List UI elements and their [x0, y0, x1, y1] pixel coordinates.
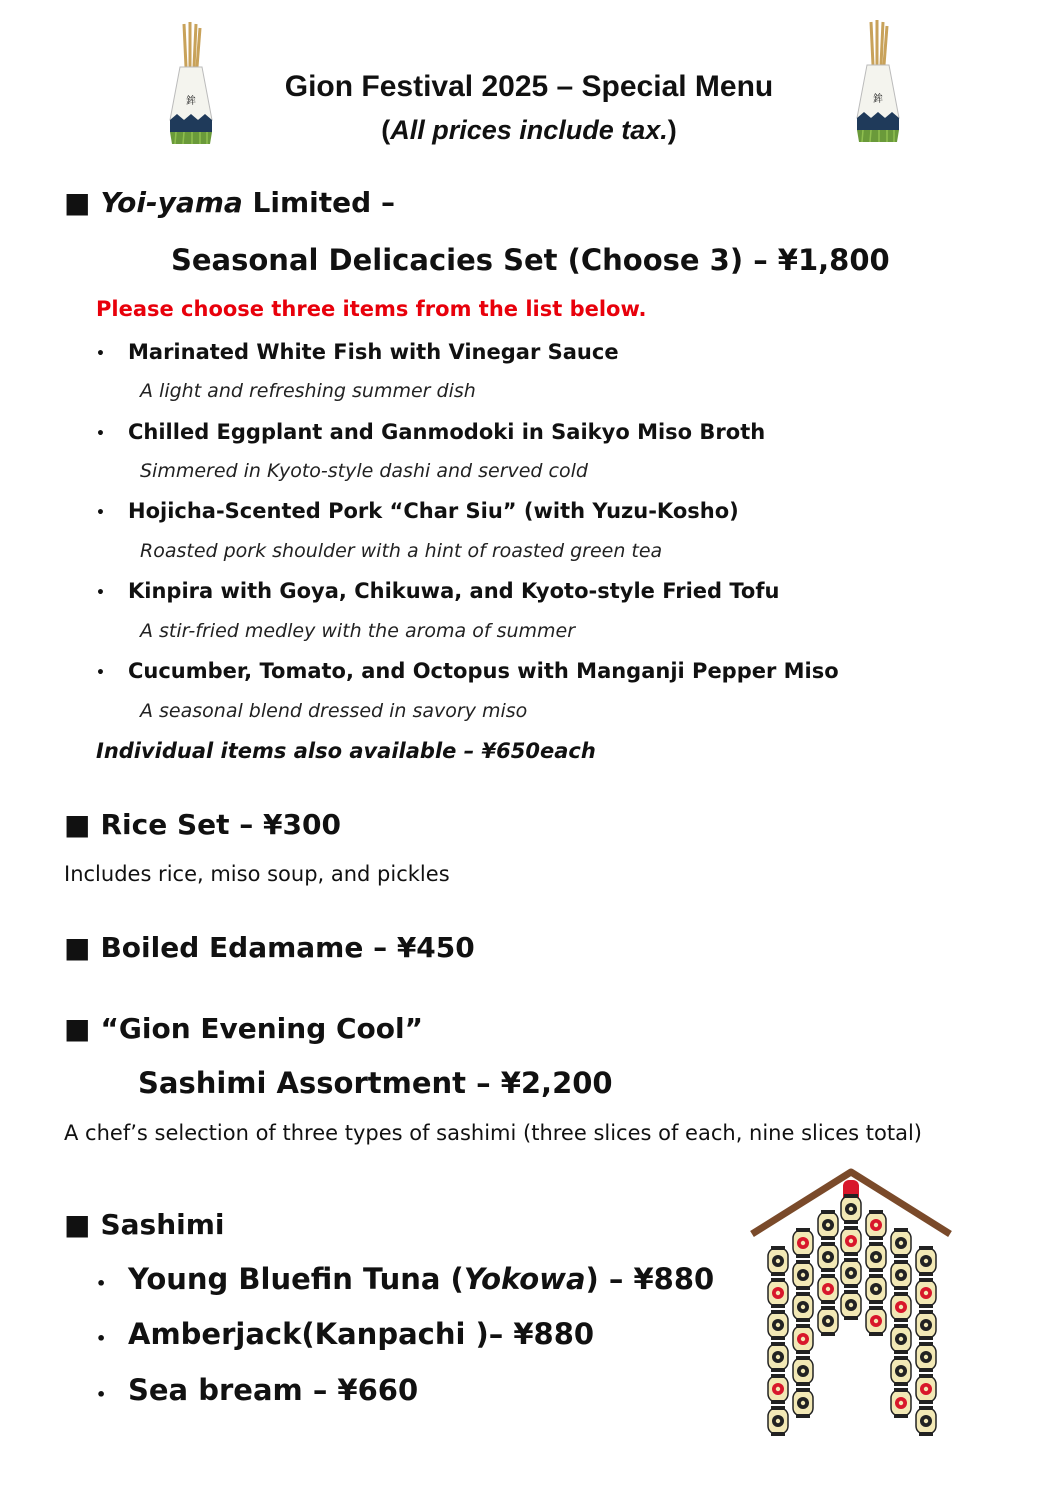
lantern-icon — [818, 1274, 838, 1304]
lantern-icon — [768, 1374, 788, 1404]
lantern-icon — [866, 1274, 886, 1304]
lantern-icon — [818, 1210, 838, 1240]
delicacy-item-name: Marinated White Fish with Vinegar Sauce — [128, 340, 619, 364]
lantern-icon — [793, 1324, 813, 1354]
lantern-icon — [891, 1292, 911, 1322]
section-square-icon: ■ — [64, 808, 91, 841]
lantern-icon — [768, 1278, 788, 1308]
page-subtitle: (All prices include tax.) — [381, 115, 677, 145]
lantern-icon — [818, 1242, 838, 1272]
lantern-icon — [866, 1210, 886, 1240]
choose-instruction: Please choose three items from the list below. — [96, 297, 647, 321]
edamame-heading: ■ Boiled Edamame – ¥450 — [64, 931, 475, 964]
rice-set-desc: Includes rice, miso soup, and pickles — [64, 862, 450, 886]
sashimi-item: Amberjack(Kanpachi )– ¥880 — [128, 1317, 595, 1351]
bullet-icon: • — [96, 346, 105, 362]
lantern-icon — [841, 1258, 861, 1288]
lantern-icon — [916, 1278, 936, 1308]
sashimi-assortment-title: Sashimi Assortment – ¥2,200 — [138, 1066, 613, 1100]
lantern-icon — [768, 1310, 788, 1340]
lantern-icon — [768, 1246, 788, 1276]
bullet-icon: • — [96, 1274, 107, 1293]
lantern-icon — [916, 1342, 936, 1372]
lantern-icon — [916, 1406, 936, 1436]
lantern-icon — [768, 1406, 788, 1436]
sashimi-item: Sea bream – ¥660 — [128, 1373, 419, 1407]
section-square-icon: ■ — [64, 931, 91, 964]
delicacy-item-desc: A stir-fried medley with the aroma of summer — [140, 620, 576, 642]
lantern-icon — [916, 1374, 936, 1404]
bullet-icon: • — [96, 426, 105, 442]
sashimi-item: Young Bluefin Tuna (Yokowa) – ¥880 — [128, 1262, 715, 1296]
bullet-icon: • — [96, 665, 105, 681]
delicacy-item-desc: Roasted pork shoulder with a hint of roasted green tea — [140, 540, 663, 562]
lantern-icon — [841, 1194, 861, 1224]
lantern-icon — [841, 1290, 861, 1320]
delicacy-item-desc: A light and refreshing summer dish — [140, 380, 476, 402]
bullet-icon: • — [96, 1329, 107, 1348]
bullet-icon: • — [96, 585, 105, 601]
svg-text:鉾: 鉾 — [873, 94, 883, 105]
lantern-icon — [793, 1292, 813, 1322]
lantern-icon — [841, 1226, 861, 1256]
section-square-icon: ■ — [64, 1012, 91, 1045]
lantern-icon — [891, 1324, 911, 1354]
delicacy-item-desc: A seasonal blend dressed in savory miso — [140, 700, 528, 722]
lantern-icon — [866, 1242, 886, 1272]
delicacy-item-name: Hojicha-Scented Pork “Char Siu” (with Yuzu-Kosho) — [128, 499, 739, 523]
lantern-icon — [916, 1246, 936, 1276]
delicacy-item-name: Cucumber, Tomato, and Octopus with Manganji Pepper Miso — [128, 659, 839, 683]
lantern-icon — [793, 1388, 813, 1418]
lantern-icon — [768, 1342, 788, 1372]
lantern-icon — [891, 1356, 911, 1386]
seasonal-set-title: Seasonal Delicacies Set (Choose 3) – ¥1,800 — [171, 243, 890, 277]
svg-text:鉾: 鉾 — [186, 96, 196, 107]
sashimi-assortment-desc: A chef’s selection of three types of sashimi (three slices of each, nine slices total) — [64, 1121, 922, 1145]
lantern-icon — [866, 1306, 886, 1336]
rice-set-heading: ■ Rice Set – ¥300 — [64, 808, 341, 841]
delicacy-item-name: Chilled Eggplant and Ganmodoki in Saikyo Miso Broth — [128, 420, 766, 444]
lantern-icon — [891, 1388, 911, 1418]
delicacy-item-name: Kinpira with Goya, Chikuwa, and Kyoto-style Fried Tofu — [128, 579, 780, 603]
delicacy-item-desc: Simmered in Kyoto-style dashi and served cold — [140, 460, 588, 482]
lantern-icon — [793, 1228, 813, 1258]
lantern-icon — [818, 1306, 838, 1336]
sashimi-heading: ■ Sashimi — [64, 1208, 225, 1241]
lantern-icon — [793, 1260, 813, 1290]
individual-price-note: Individual items also available – ¥650each — [96, 739, 596, 763]
gion-cool-heading: ■ “Gion Evening Cool” — [64, 1012, 424, 1045]
section-square-icon: ■ — [64, 1208, 91, 1241]
section-square-icon: ■ — [64, 186, 91, 219]
page-title: Gion Festival 2025 – Special Menu — [284, 70, 774, 103]
lantern-icon — [891, 1260, 911, 1290]
lantern-shrine-illustration — [748, 1168, 954, 1453]
lantern-icon — [793, 1356, 813, 1386]
lantern-icon — [916, 1310, 936, 1340]
bullet-icon: • — [96, 505, 105, 521]
bullet-icon: • — [96, 1385, 107, 1404]
lantern-icon — [891, 1228, 911, 1258]
section-yoiyama-heading: ■ Yoi-yama Limited – — [64, 186, 395, 219]
